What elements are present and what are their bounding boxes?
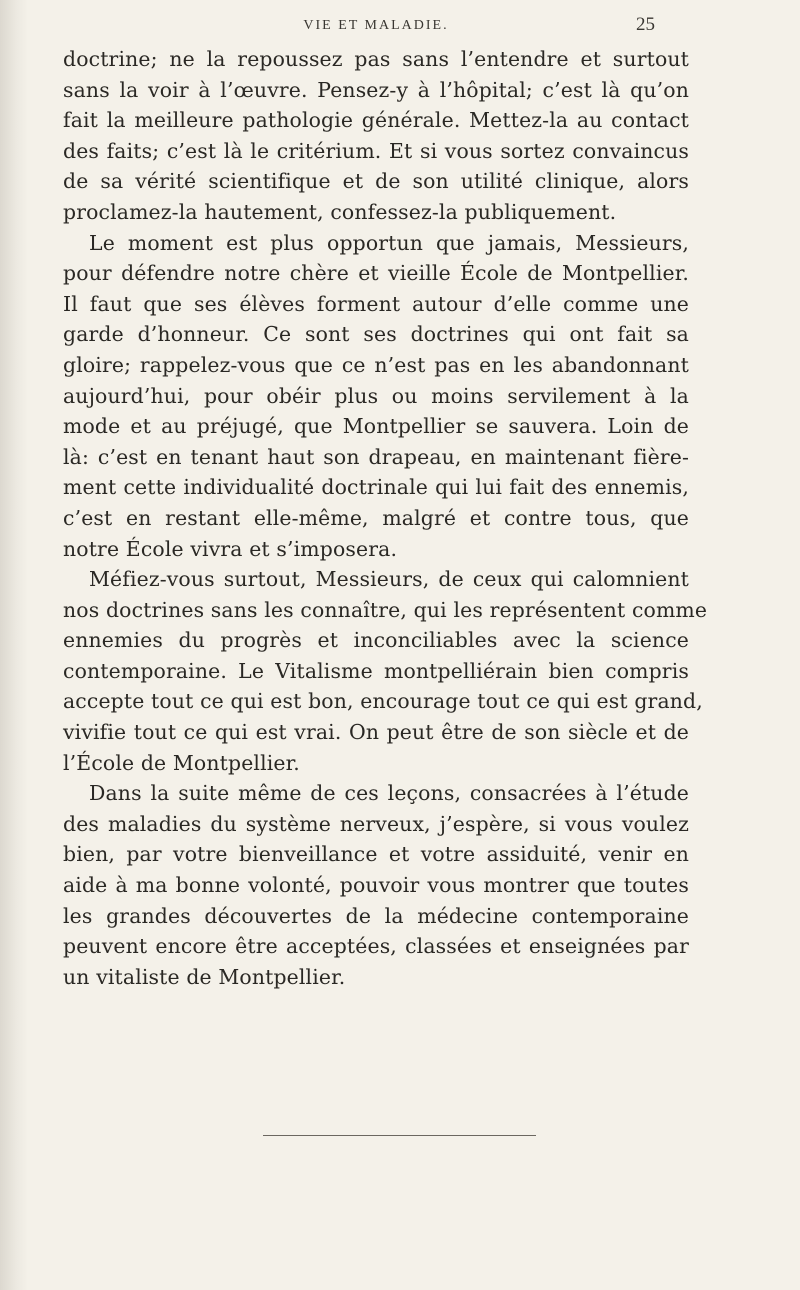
text-line: ennemies du progrès et inconciliables avec la science [63,628,689,653]
text-line: Dans la suite même de ces leçons, consacrées à l’étude [89,781,689,806]
text-line: Méfiez-vous surtout, Messieurs, de ceux qui calomnient [89,567,689,592]
paragraph [63,228,689,565]
text-line: accepte tout ce qui est bon, encourage tout ce qui est grand, [63,689,703,714]
paragraph [63,564,708,778]
text-line: doctrine; ne la repoussez pas sans l’entendre et surtout [63,47,689,71]
closing-rule [263,1135,536,1136]
text-line: sans la voir à l’œuvre. Pensez-y à l’hôpital; c’est là qu’on [63,77,689,102]
text-line: aide à ma bonne volonté, pouvoir vous montrer que toutes [63,873,689,898]
text-line: pour défendre notre chère et vieille École de Montpellier. [63,261,689,286]
text-line: c’est en restant elle-même, malgré et contre tous, que [63,505,689,530]
paragraph [63,44,689,228]
running-head [0,14,800,40]
text-line: nos doctrines sans les connaître, qui les représentent comme [63,597,708,622]
text-line: gloire; rappelez-vous que ce n’est pas en les abandonnant [63,352,689,377]
page-edge-shadow [0,0,28,1290]
text-line: notre École vivra et s’imposera. [63,536,398,561]
text-line: bien, par votre bienveillance et votre assiduité, venir en [63,842,689,867]
text-line: de sa vérité scientifique et de son utilité clinique, alors [63,169,689,194]
text-line: peuvent encore être acceptées, classées et enseignées par [63,934,689,959]
text-line: mode et au préjugé, que Montpellier se sauvera. Loin de [63,414,689,439]
text-line: l’École de Montpellier. [63,750,300,775]
text-line: des faits; c’est là le critérium. Et si vous sortez convaincus [63,138,689,163]
text-line: contemporaine. Le Vitalisme montpelliérain bien compris [63,658,689,683]
text-line: ment cette individualité doctrinale qui lui fait des ennemis, [63,475,689,500]
text-line: un vitaliste de Montpellier. [63,964,346,989]
text-line: des maladies du système nerveux, j’espère, si vous voulez [63,811,689,836]
page-number: 25 [636,14,655,35]
text-line: garde d’honneur. Ce sont ses doctrines qui ont fait sa [63,322,689,347]
running-head-title: VIE ET MALADIE. [303,18,449,33]
text-line: Il faut que ses élèves forment autour d’elle comme une [63,291,689,316]
paragraph [63,778,689,992]
text-line: vivifie tout ce qui est vrai. On peut être de son siècle et de [63,720,689,745]
text-line: là: c’est en tenant haut son drapeau, en maintenant fière- [63,444,689,469]
text-line: Le moment est plus opportun que jamais, Messieurs, [89,230,689,255]
text-line: fait la meilleure pathologie générale. Mettez-la au contact [63,108,689,133]
text-line: proclamez-la hautement, confessez-la publiquement. [63,199,617,224]
text-line: les grandes découvertes de la médecine contemporaine [63,903,689,928]
text-line: aujourd’hui, pour obéir plus ou moins servilement à la [63,383,689,408]
body-text [63,44,708,992]
